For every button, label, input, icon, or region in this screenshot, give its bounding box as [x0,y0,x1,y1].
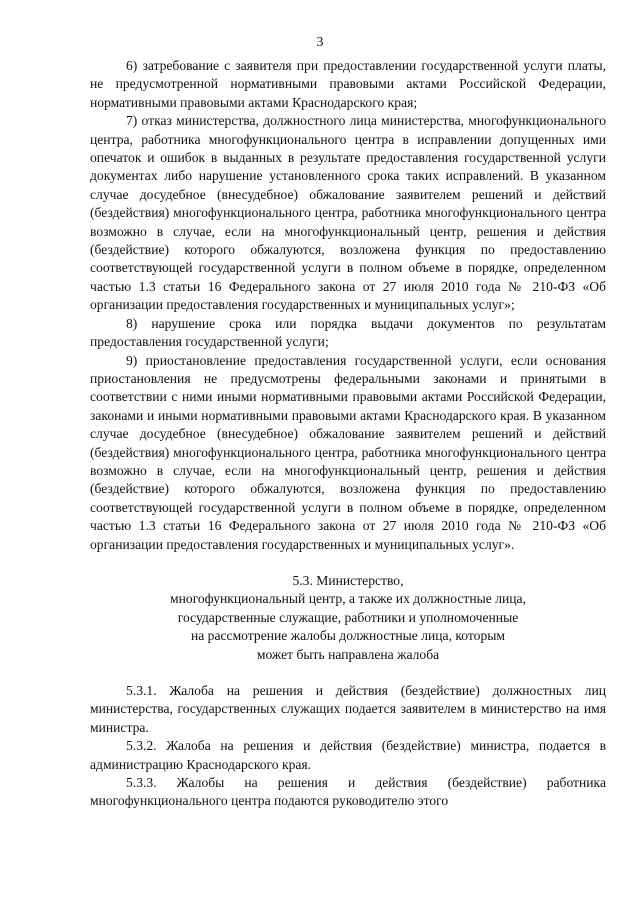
section-heading [90,572,606,664]
document-body [90,57,606,811]
paragraph-5-3-3: 5.3.3. Жалобы на решения и действия (бездействие) работника многофункционального центра подаются руководителю этого [90,775,606,809]
heading-line: государственные служащие, работники и уполномоченные [177,609,519,625]
paragraph-item-7: 7) отказ министерства, должностного лица министерства, многофункционального центра, работника многофункционального центра в исправлении допущенных ими опечаток и ошибок в выданных в результате предоставления государственной услуги документах либо нарушение установленного срока таких исправлений. В указанном случае досудебное (внесудебное) обжалование заявителем решений и действий (бездействия) многофункционального центра, работника многофункционального центра возможно в случае, если на многофункциональный центр, решения и действия (бездействие) которого обжалуются, возложена функция по предоставлению соответствующей государственной услуги в полном объеме в порядке, определенном частью 1.3 статьи 16 Федерального закона от 27 июля 2010 года № 210-ФЗ «Об организации предоставления государственных и муниципальных услуг»; [90,113,606,313]
paragraph-item-6: 6) затребование с заявителя при предоставлении государственной услуги платы, не предусмотренной нормативными правовыми актами Российской Федерации, нормативными правовыми актами Краснодарского края; [90,58,606,110]
heading-line: на рассмотрение жалобы должностные лица, которым [190,628,506,644]
paragraph-5-3-2: 5.3.2. Жалоба на решения и действия (бездействие) министра, подается в администрацию Краснодарского края. [90,738,606,772]
paragraph-item-8: 8) нарушение срока или порядка выдачи документов по результатам предоставления государственной услуги; [90,315,606,350]
section-spacer [90,664,606,682]
paragraph-5-3-1: 5.3.1. Жалоба на решения и действия (бездействие) должностных лиц министерства, государственных служащих подается заявителем в министерство на имя министра. [90,683,606,735]
heading-line: может быть направлена жалоба [256,646,440,662]
heading-line: многофункциональный центр, а также их должностные лица, [170,591,526,607]
heading-line: 5.3. Министерство, [292,572,404,588]
page-number: 3 [316,35,324,50]
section-spacer [90,554,606,572]
paragraph-item-9: 9) приостановление предоставления государственной услуги, если основания приостановления не предусмотрены федеральными законами и принятыми в соответствии с ними иными нормативными правовыми актами Российской Федерации, законами и иными нормативными правовыми актами Краснодарского края. В указанном случае досудебное (внесудебное) обжалование заявителем решений и действий (бездействия) многофункционального центра, работника многофункционального центра возможно в случае, если на многофункциональный центр, решения и действия (бездействие) которого обжалуются, возложена функция по предоставлению соответствующей государственной услуги в полном объеме в порядке, определенном частью 1.3 статьи 16 Федерального закона от 27 июля 2010 года № 210-ФЗ «Об организации предоставления государственных и муниципальных услуг». [90,352,606,552]
